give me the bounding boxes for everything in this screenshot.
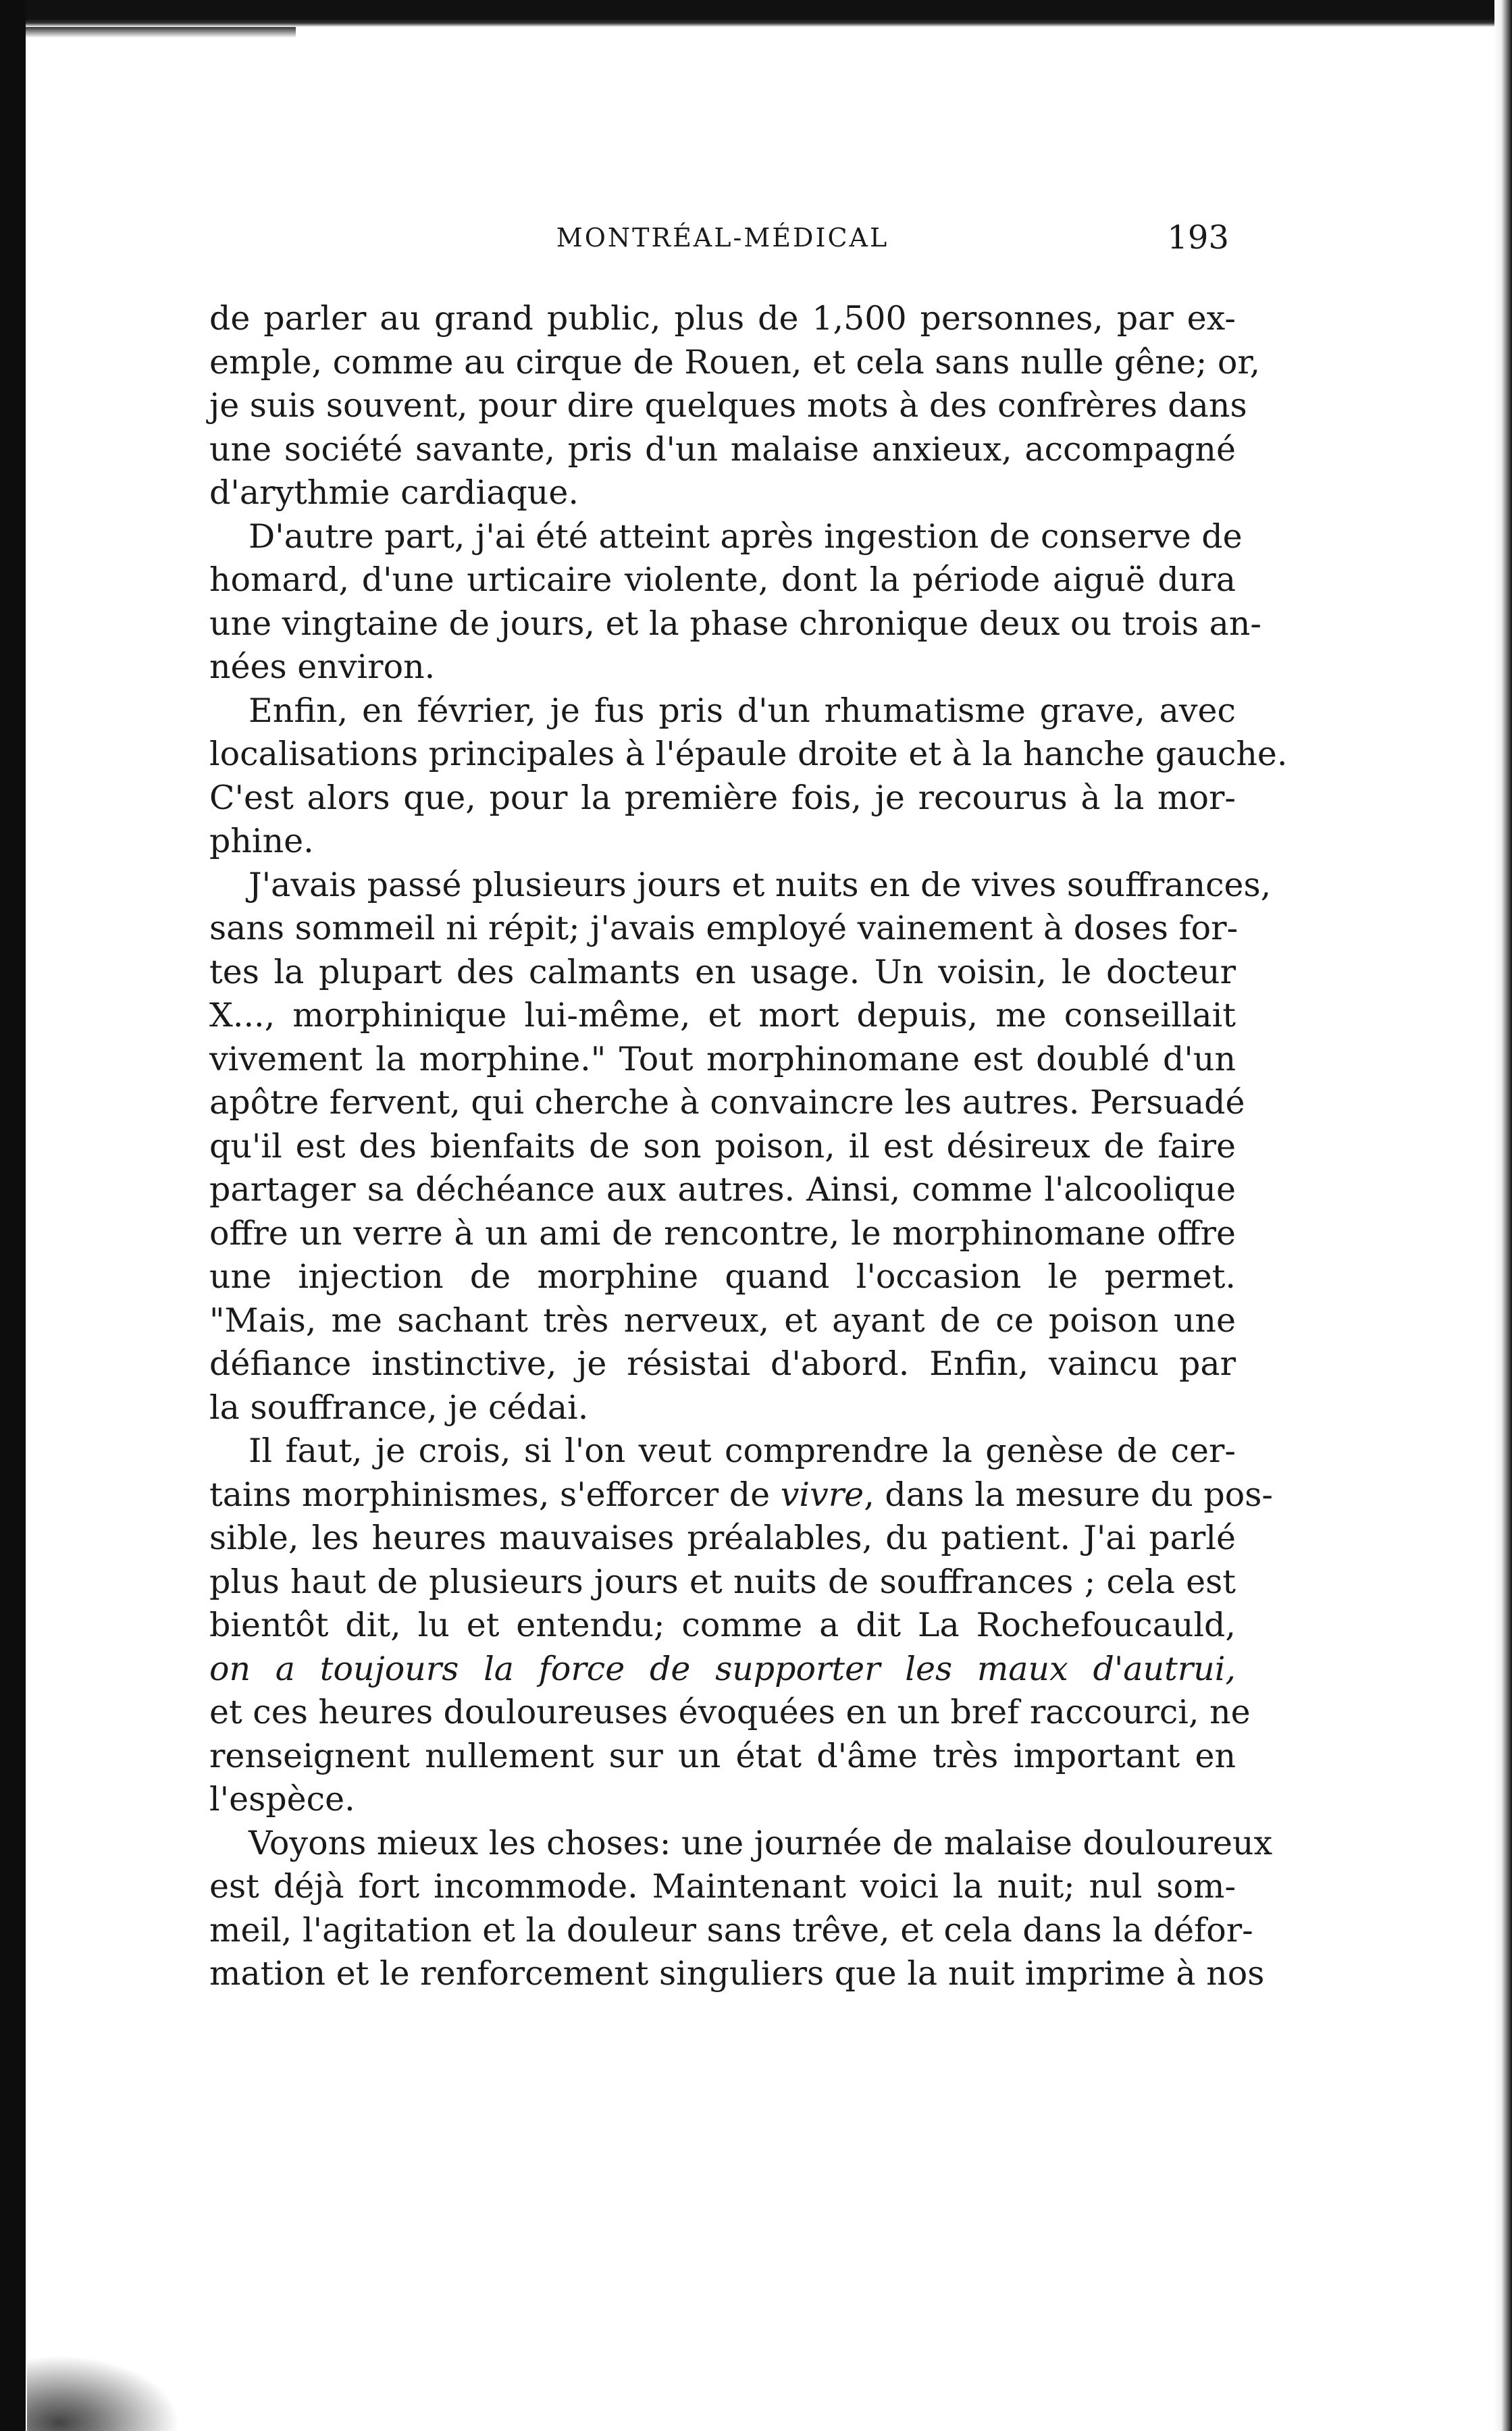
text-line: d'arythmie cardiaque. — [209, 473, 579, 512]
scan-border-left — [0, 0, 26, 2431]
text-line: sans sommeil ni répit; j'avais employé vainement à doses for- — [209, 909, 1239, 947]
text-line: Enfin, en février, je fus pris d'un rhumatisme grave, avec — [249, 691, 1236, 730]
text-line: partager sa déchéance aux autres. Ainsi, comme l'alcoolique — [209, 1170, 1236, 1209]
book-page — [209, 219, 1288, 1996]
text-line: de parler au grand public, plus de 1,500 personnes, par ex- — [209, 299, 1236, 338]
text-line: est déjà fort incommode. Maintenant voici la nuit; nul som- — [209, 1867, 1236, 1906]
text-line: "Mais, me sachant très nerveux, et ayant de ce poison une — [209, 1301, 1236, 1340]
text-line: offre un verre à un ami de rencontre, le morphinomane offre — [209, 1213, 1236, 1253]
text-line: Il faut, je crois, si l'on veut comprendre la genèse de cer- — [249, 1432, 1236, 1470]
text-line: tains morphinismes, s'efforcer de vivre, dans la mesure du pos- — [209, 1475, 1273, 1514]
text-line: et ces heures douloureuses évoquées en un bref raccourci, ne — [209, 1693, 1251, 1731]
text-line: Voyons mieux les choses: une journée de malaise douloureux — [249, 1823, 1273, 1862]
text-line: homard, d'une urticaire violente, dont la période aiguë dura — [209, 560, 1236, 599]
text-line: plus haut de plusieurs jours et nuits de souffrances ; cela est — [209, 1562, 1236, 1601]
page-number: 193 — [1167, 219, 1229, 257]
text-line: emple, comme au cirque de Rouen, et cela sans nulle gêne; or, — [209, 342, 1261, 382]
text-line: défiance instinctive, je résistai d'abord. Enfin, vaincu par — [209, 1344, 1236, 1383]
text-line: bientôt dit, lu et entendu; comme a dit La Rochefoucauld, — [209, 1606, 1236, 1644]
text-line: apôtre fervent, qui cherche à convaincre les autres. Persuadé — [209, 1083, 1245, 1122]
text-line: renseignent nullement sur un état d'âme très important en — [209, 1736, 1236, 1775]
text-line: nées environ. — [209, 648, 436, 686]
text-line: on a toujours la force de supporter les maux d'autrui, — [209, 1649, 1236, 1688]
text-line: sible, les heures mauvaises préalables, du patient. J'ai parlé — [209, 1519, 1236, 1557]
text-line: une société savante, pris d'un malaise anxieux, accompagné — [209, 429, 1236, 469]
text-line: phine. — [209, 822, 314, 860]
text-line: l'espèce. — [209, 1780, 355, 1819]
scan-smudge — [27, 2350, 189, 2431]
scan-shadow — [26, 27, 296, 38]
text-line: vivement la morphine." Tout morphinomane est doublé d'un — [209, 1039, 1236, 1078]
text-line: J'avais passé plusieurs jours et nuits en de vives souffrances, — [249, 865, 1272, 904]
text-line: qu'il est des bienfaits de son poison, il est désireux de faire — [209, 1126, 1236, 1166]
scan-border-right — [1494, 0, 1512, 2431]
text-line: D'autre part, j'ai été atteint après ingestion de conserve de — [249, 517, 1243, 556]
running-title: MONTRÉAL-MÉDICAL — [556, 223, 889, 253]
text-line: tes la plupart des calmants en usage. Un voisin, le docteur — [209, 952, 1236, 991]
text-line: meil, l'agitation et la douleur sans trêve, et cela dans la défor- — [209, 1910, 1253, 1950]
body-text — [209, 297, 1288, 1996]
running-head — [209, 219, 1236, 277]
text-line: la souffrance, je cédai. — [209, 1388, 589, 1427]
text-line: je suis souvent, pour dire quelques mots à des confrères dans — [209, 386, 1247, 425]
text-line: une injection de morphine quand l'occasion le permet. — [209, 1257, 1236, 1296]
text-line: localisations principales à l'épaule droite et à la hanche gauche. — [209, 735, 1288, 773]
text-line: C'est alors que, pour la première fois, je recourus à la mor- — [209, 778, 1236, 817]
text-line: mation et le renforcement singuliers que la nuit imprime à nos — [209, 1954, 1265, 1993]
text-line: une vingtaine de jours, et la phase chronique deux ou trois an- — [209, 604, 1261, 643]
italic-word: vivre — [780, 1475, 864, 1514]
scan-border-top — [0, 0, 1512, 27]
text-line: X..., morphinique lui-même, et mort depuis, me conseillait — [209, 996, 1236, 1035]
